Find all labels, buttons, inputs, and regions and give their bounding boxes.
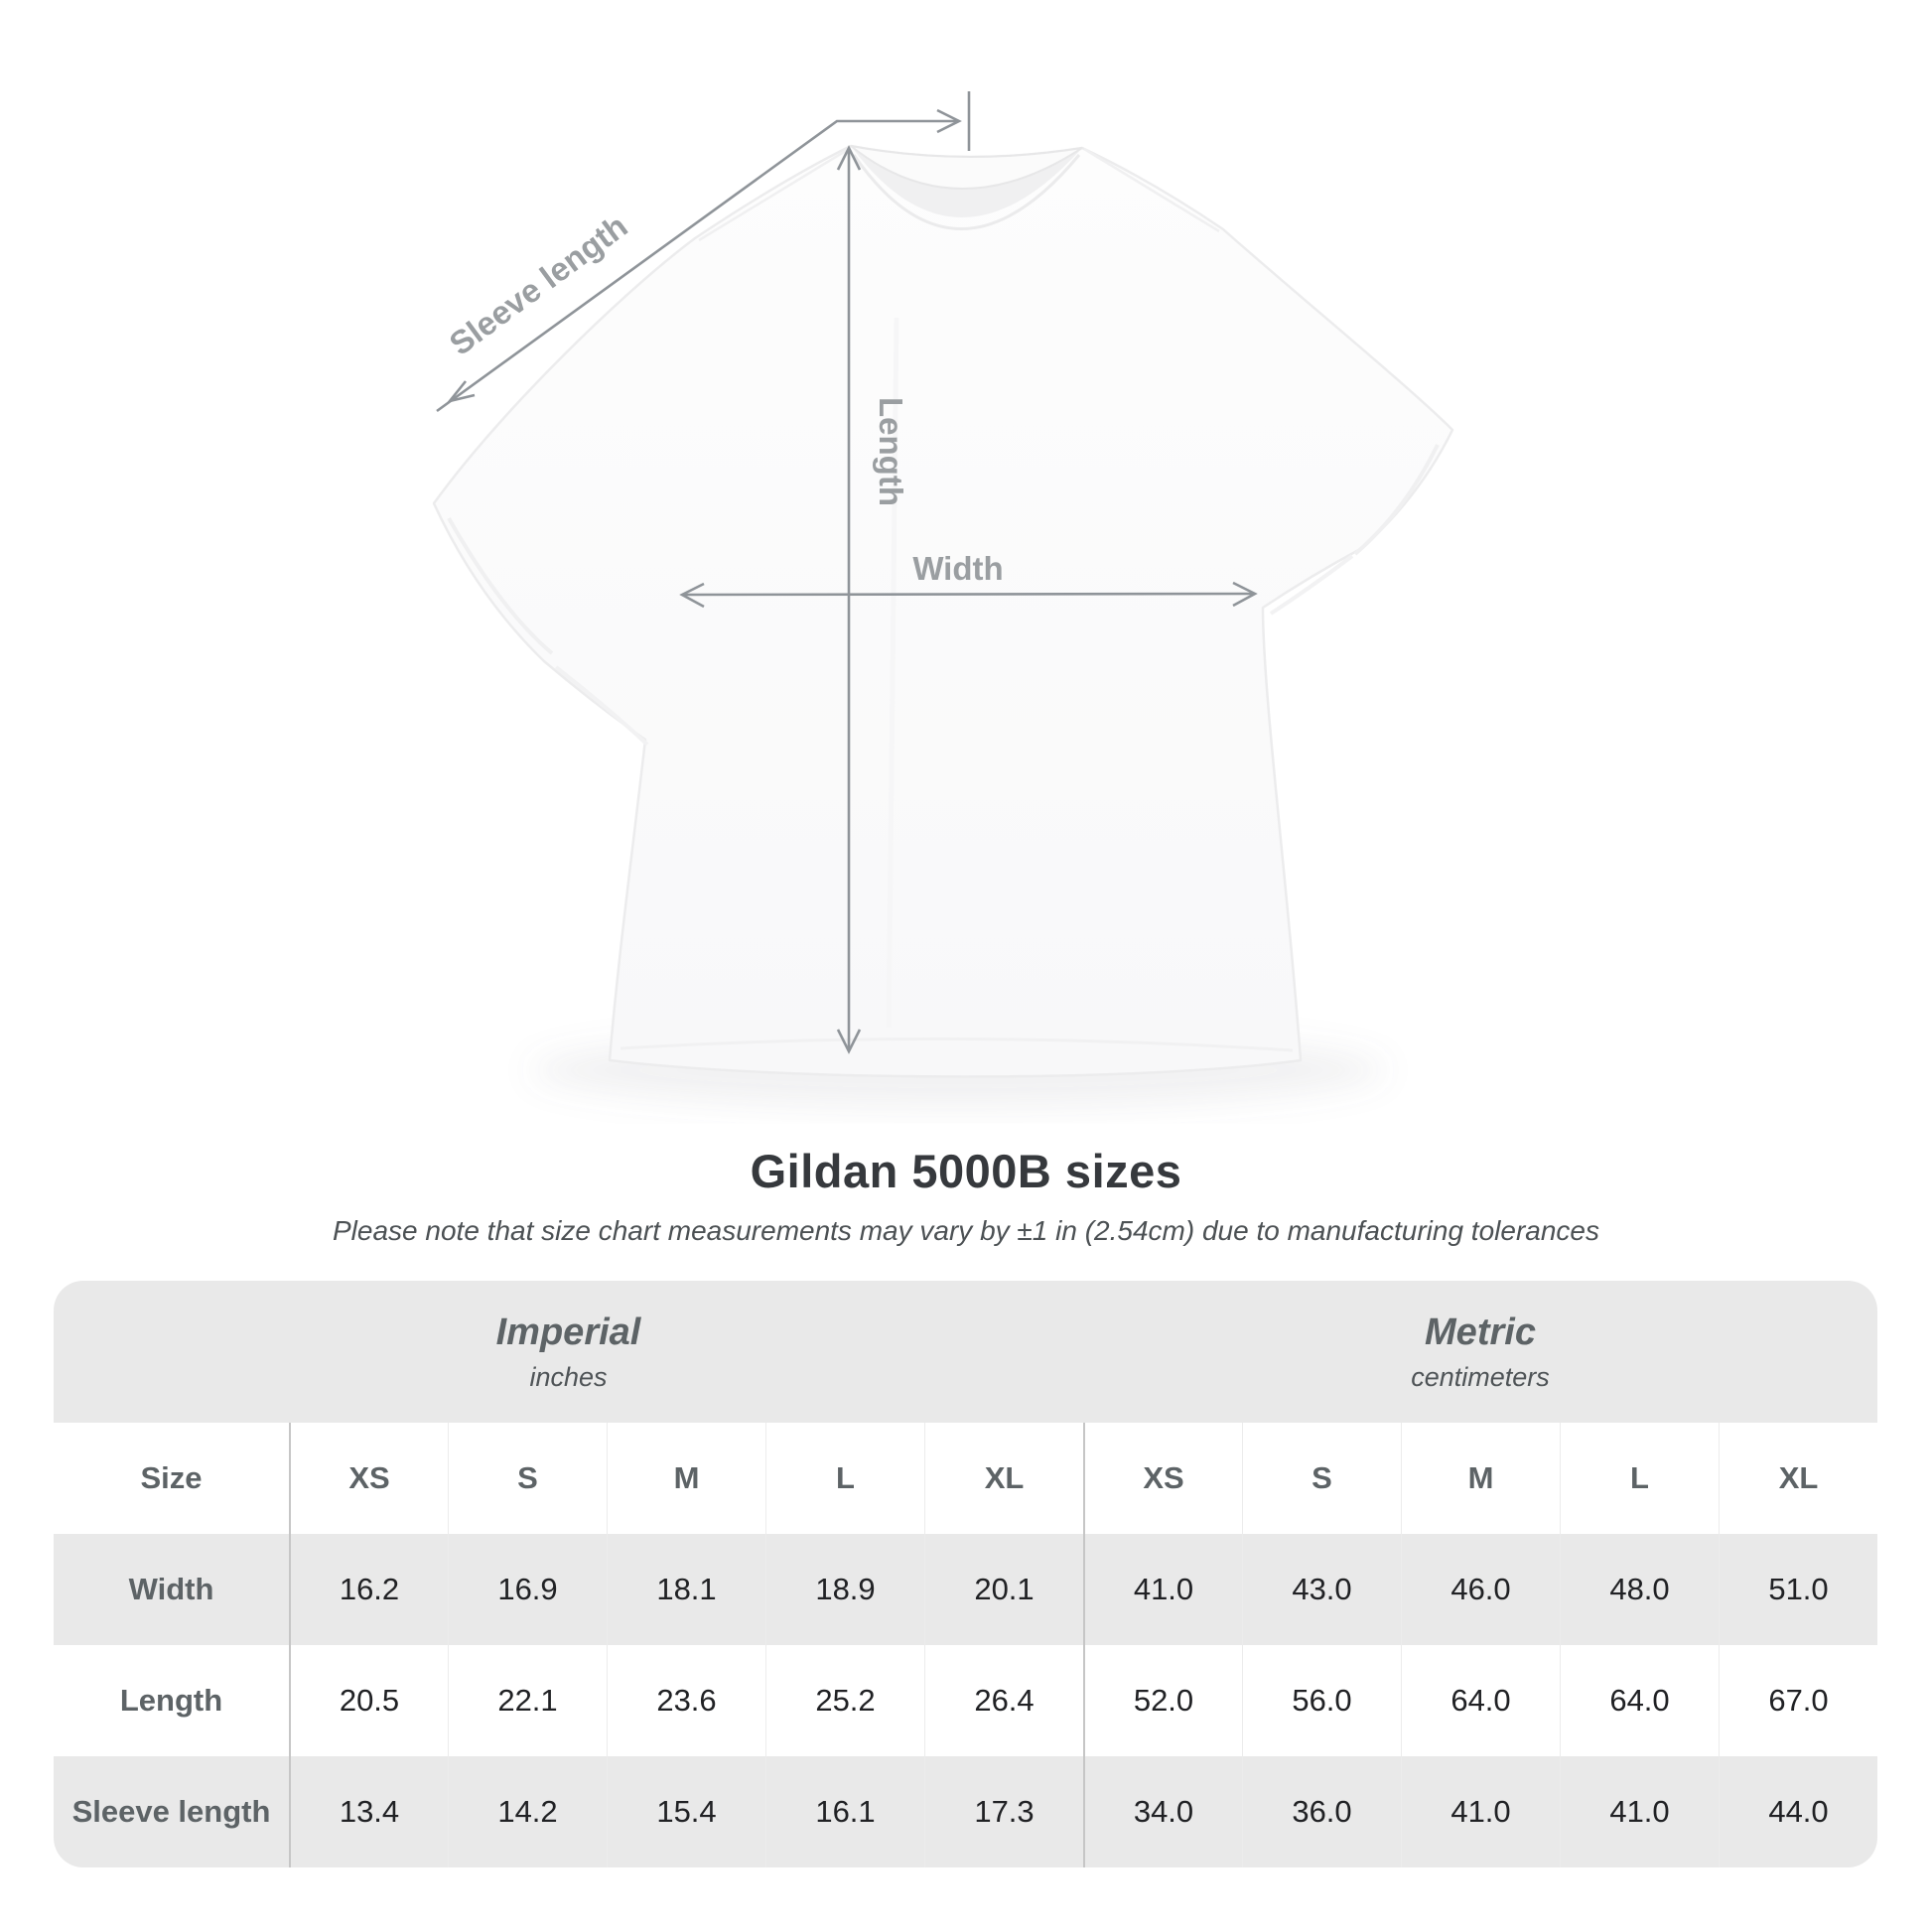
table-cell: 41.0 [1560, 1756, 1719, 1867]
length-label: Length [873, 397, 909, 506]
table-cell: 15.4 [607, 1756, 765, 1867]
size-column-header: Size [140, 1460, 203, 1495]
table-cell: 41.0 [1083, 1534, 1242, 1645]
table-cell: 14.2 [448, 1756, 607, 1867]
table-cell: 67.0 [1719, 1645, 1877, 1756]
table-row-width [54, 1534, 1877, 1645]
page-subtitle: Please note that size chart measurements may vary by ±1 in (2.54cm) due to manufacturing tolerances [333, 1215, 1599, 1246]
imperial-label: Imperial [495, 1311, 641, 1353]
imperial-unit-label: inches [529, 1361, 608, 1392]
table-row-sleeve-length [54, 1756, 1877, 1867]
table-cell: 16.2 [289, 1534, 448, 1645]
size-header-cell: L [1560, 1423, 1719, 1534]
unit-header-band [54, 1281, 1877, 1423]
table-cell: 36.0 [1242, 1756, 1401, 1867]
table-cell: 52.0 [1083, 1645, 1242, 1756]
table-cell: 64.0 [1560, 1645, 1719, 1756]
unit-header-metric [1083, 1281, 1877, 1423]
table-cell: 16.1 [765, 1756, 924, 1867]
table-cell: 64.0 [1401, 1645, 1560, 1756]
size-header-cell: M [607, 1423, 765, 1534]
unit-header-imperial [54, 1281, 1083, 1423]
table-cell: 20.5 [289, 1645, 448, 1756]
table-cell: 25.2 [765, 1645, 924, 1756]
size-header-cell: S [1242, 1423, 1401, 1534]
table-cell: 16.9 [448, 1534, 607, 1645]
metric-unit-label: centimeters [1411, 1361, 1550, 1392]
table-row-length [54, 1645, 1877, 1756]
size-header-row [54, 1423, 1877, 1534]
metric-label: Metric [1425, 1311, 1536, 1353]
table-cell: 43.0 [1242, 1534, 1401, 1645]
table-cell: 20.1 [924, 1534, 1083, 1645]
size-table [54, 1281, 1877, 1867]
row-label-length: Length [119, 1683, 223, 1718]
sleeve-length-label: Sleeve length [442, 207, 634, 362]
table-cell: 34.0 [1083, 1756, 1242, 1867]
table-cell: 48.0 [1560, 1534, 1719, 1645]
row-label-sleeve-length: Sleeve length [71, 1794, 271, 1829]
size-header-cell: XS [1083, 1423, 1242, 1534]
page-title: Gildan 5000B sizes [750, 1145, 1182, 1197]
table-cell: 46.0 [1401, 1534, 1560, 1645]
size-header-cell: L [765, 1423, 924, 1534]
table-cell: 17.3 [924, 1756, 1083, 1867]
table-cell: 23.6 [607, 1645, 765, 1756]
size-header-cell: S [448, 1423, 607, 1534]
table-cell: 18.1 [607, 1534, 765, 1645]
width-label: Width [912, 550, 1004, 587]
table-cell: 44.0 [1719, 1756, 1877, 1867]
table-cell: 26.4 [924, 1645, 1083, 1756]
size-header-cell: XS [289, 1423, 448, 1534]
table-cell: 13.4 [289, 1756, 448, 1867]
size-header-cell: M [1401, 1423, 1560, 1534]
table-cell: 41.0 [1401, 1756, 1560, 1867]
table-cell: 22.1 [448, 1645, 607, 1756]
row-label-width: Width [128, 1572, 214, 1606]
size-header-cell: XL [1719, 1423, 1877, 1534]
table-cell: 51.0 [1719, 1534, 1877, 1645]
size-header-cell: XL [924, 1423, 1083, 1534]
table-cell: 56.0 [1242, 1645, 1401, 1756]
tshirt-illustration [434, 146, 1452, 1077]
table-cell: 18.9 [765, 1534, 924, 1645]
